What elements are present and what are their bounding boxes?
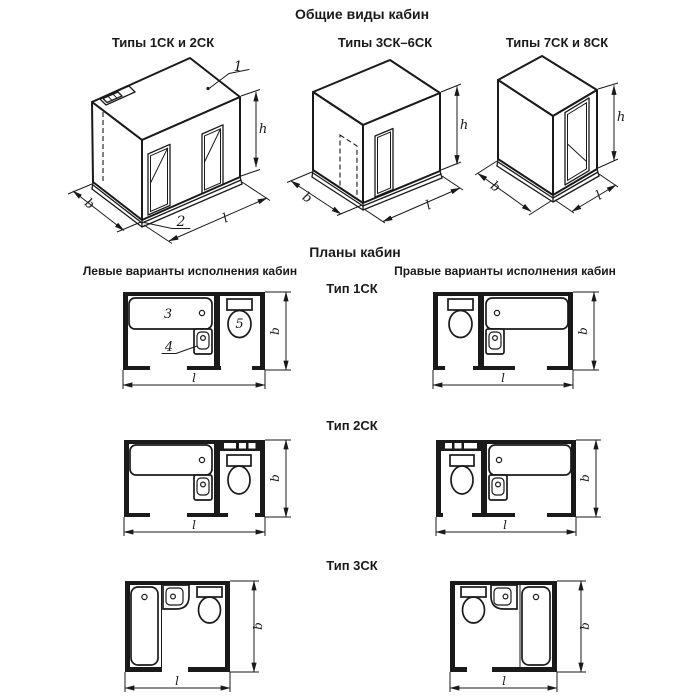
bathtub [130, 445, 212, 475]
drain [496, 457, 501, 462]
dim-b [557, 581, 592, 672]
washbasin [163, 585, 189, 609]
bathtub [489, 445, 571, 475]
dim-label-b: b [268, 474, 282, 482]
bowl [463, 597, 485, 623]
dim-label-l: l [501, 371, 505, 385]
faucet [201, 336, 206, 341]
dim-b [573, 292, 599, 370]
bathtub [131, 587, 158, 665]
dim-label-l: l [423, 198, 434, 214]
cistern [227, 455, 251, 466]
dim-l [125, 672, 230, 692]
plan-3sk-left [100, 575, 280, 700]
washbasin [489, 475, 507, 500]
dim-h [441, 84, 468, 170]
partition-wall [481, 444, 487, 513]
dim-label-b: b [299, 189, 315, 207]
dim-label-h: h [459, 118, 469, 133]
bowl [228, 466, 250, 494]
dim-h [241, 90, 267, 177]
dim-label-b: b [268, 327, 282, 335]
left-variants-header: Левые варианты исполнения кабин [82, 264, 298, 278]
type-label-2sk: Тип 2СК [326, 418, 378, 433]
dim-label-b: b [487, 178, 503, 196]
bathtub [129, 298, 212, 329]
iso-view-1sk-2sk [60, 55, 280, 245]
iso-caption-3sk-6sk: Типы 3СК–6СК [337, 35, 433, 50]
dim-label-b: b [251, 622, 265, 630]
bathtub [522, 587, 550, 665]
toilet [461, 587, 486, 623]
washbasin [194, 475, 212, 500]
faucet [503, 594, 508, 599]
partition-wall [214, 296, 220, 366]
dim-b [230, 581, 265, 672]
dim-b [576, 440, 601, 517]
plans-title: Планы кабин [309, 244, 401, 260]
dim-label-l: l [192, 518, 196, 532]
plan-3sk-right [400, 575, 600, 700]
dim-label-l: l [192, 371, 196, 385]
dim-label-b: b [576, 327, 590, 335]
right-variants-header: Правые варианты исполнения кабин [394, 264, 616, 278]
toilet [227, 299, 252, 338]
washbasin [162, 329, 212, 355]
dim-label-l: l [502, 674, 506, 688]
drain [533, 594, 538, 599]
dim-label-b: b [578, 622, 592, 630]
toilet [227, 455, 251, 494]
dim-l [436, 517, 576, 536]
cistern [461, 587, 486, 597]
bowl [199, 597, 221, 623]
dim-label-b: b [578, 474, 592, 482]
dim-label-h: h [616, 110, 626, 125]
dim-l [124, 517, 265, 536]
bathtub [486, 298, 568, 329]
dim-label-l: l [175, 674, 179, 688]
iso-view-7sk-8sk [470, 55, 650, 220]
washbasin [486, 329, 504, 354]
drain [199, 457, 204, 462]
plan-2sk-right [400, 435, 605, 543]
faucet [201, 482, 206, 487]
plan-1sk-right [400, 285, 605, 397]
svg-text:2: 2 [176, 214, 186, 230]
dim-label-l: l [593, 188, 605, 204]
cistern [197, 587, 222, 597]
dim-l [450, 672, 557, 692]
dim-label-l: l [503, 518, 507, 532]
partition-wall [478, 296, 484, 366]
callout-washbasin: 4 [164, 340, 174, 355]
dim-label-l: l [220, 211, 231, 227]
dim-l [123, 370, 265, 389]
iso-caption-1sk-2sk: Типы 1СК и 2СК [111, 35, 215, 50]
washbasin [491, 585, 517, 609]
type-label-1sk: Тип 1СК [326, 281, 378, 296]
dim-label-b: b [81, 195, 97, 213]
drain [142, 594, 147, 599]
toilet [197, 587, 222, 623]
dim-l [433, 370, 573, 389]
callout-bathtub: 3 [163, 307, 173, 322]
partition-wall [214, 444, 220, 513]
bowl [449, 311, 472, 338]
iso-view-3sk-6sk [280, 55, 470, 230]
cistern [448, 299, 473, 310]
faucet [171, 594, 176, 599]
plan-1sk-left [100, 285, 300, 397]
faucet [496, 482, 501, 487]
cistern [450, 455, 474, 466]
type-label-3sk: Тип 3СК [326, 558, 378, 573]
callout-toilet: 5 [235, 317, 244, 332]
toilet [448, 299, 473, 338]
svg-text:1: 1 [233, 59, 243, 75]
dim-label-h: h [258, 122, 268, 137]
drain [494, 310, 499, 315]
toilet [450, 455, 474, 494]
bowl [451, 466, 473, 494]
plan-2sk-left [100, 435, 300, 543]
cistern [227, 299, 252, 310]
dim-b [265, 292, 291, 370]
dim-b [265, 440, 291, 517]
drain [199, 310, 204, 315]
iso-caption-7sk-8sk: Типы 7СК и 8СК [505, 35, 609, 50]
faucet [493, 336, 498, 341]
dim-h [598, 83, 625, 168]
page-title: Общие виды кабин [294, 6, 430, 22]
